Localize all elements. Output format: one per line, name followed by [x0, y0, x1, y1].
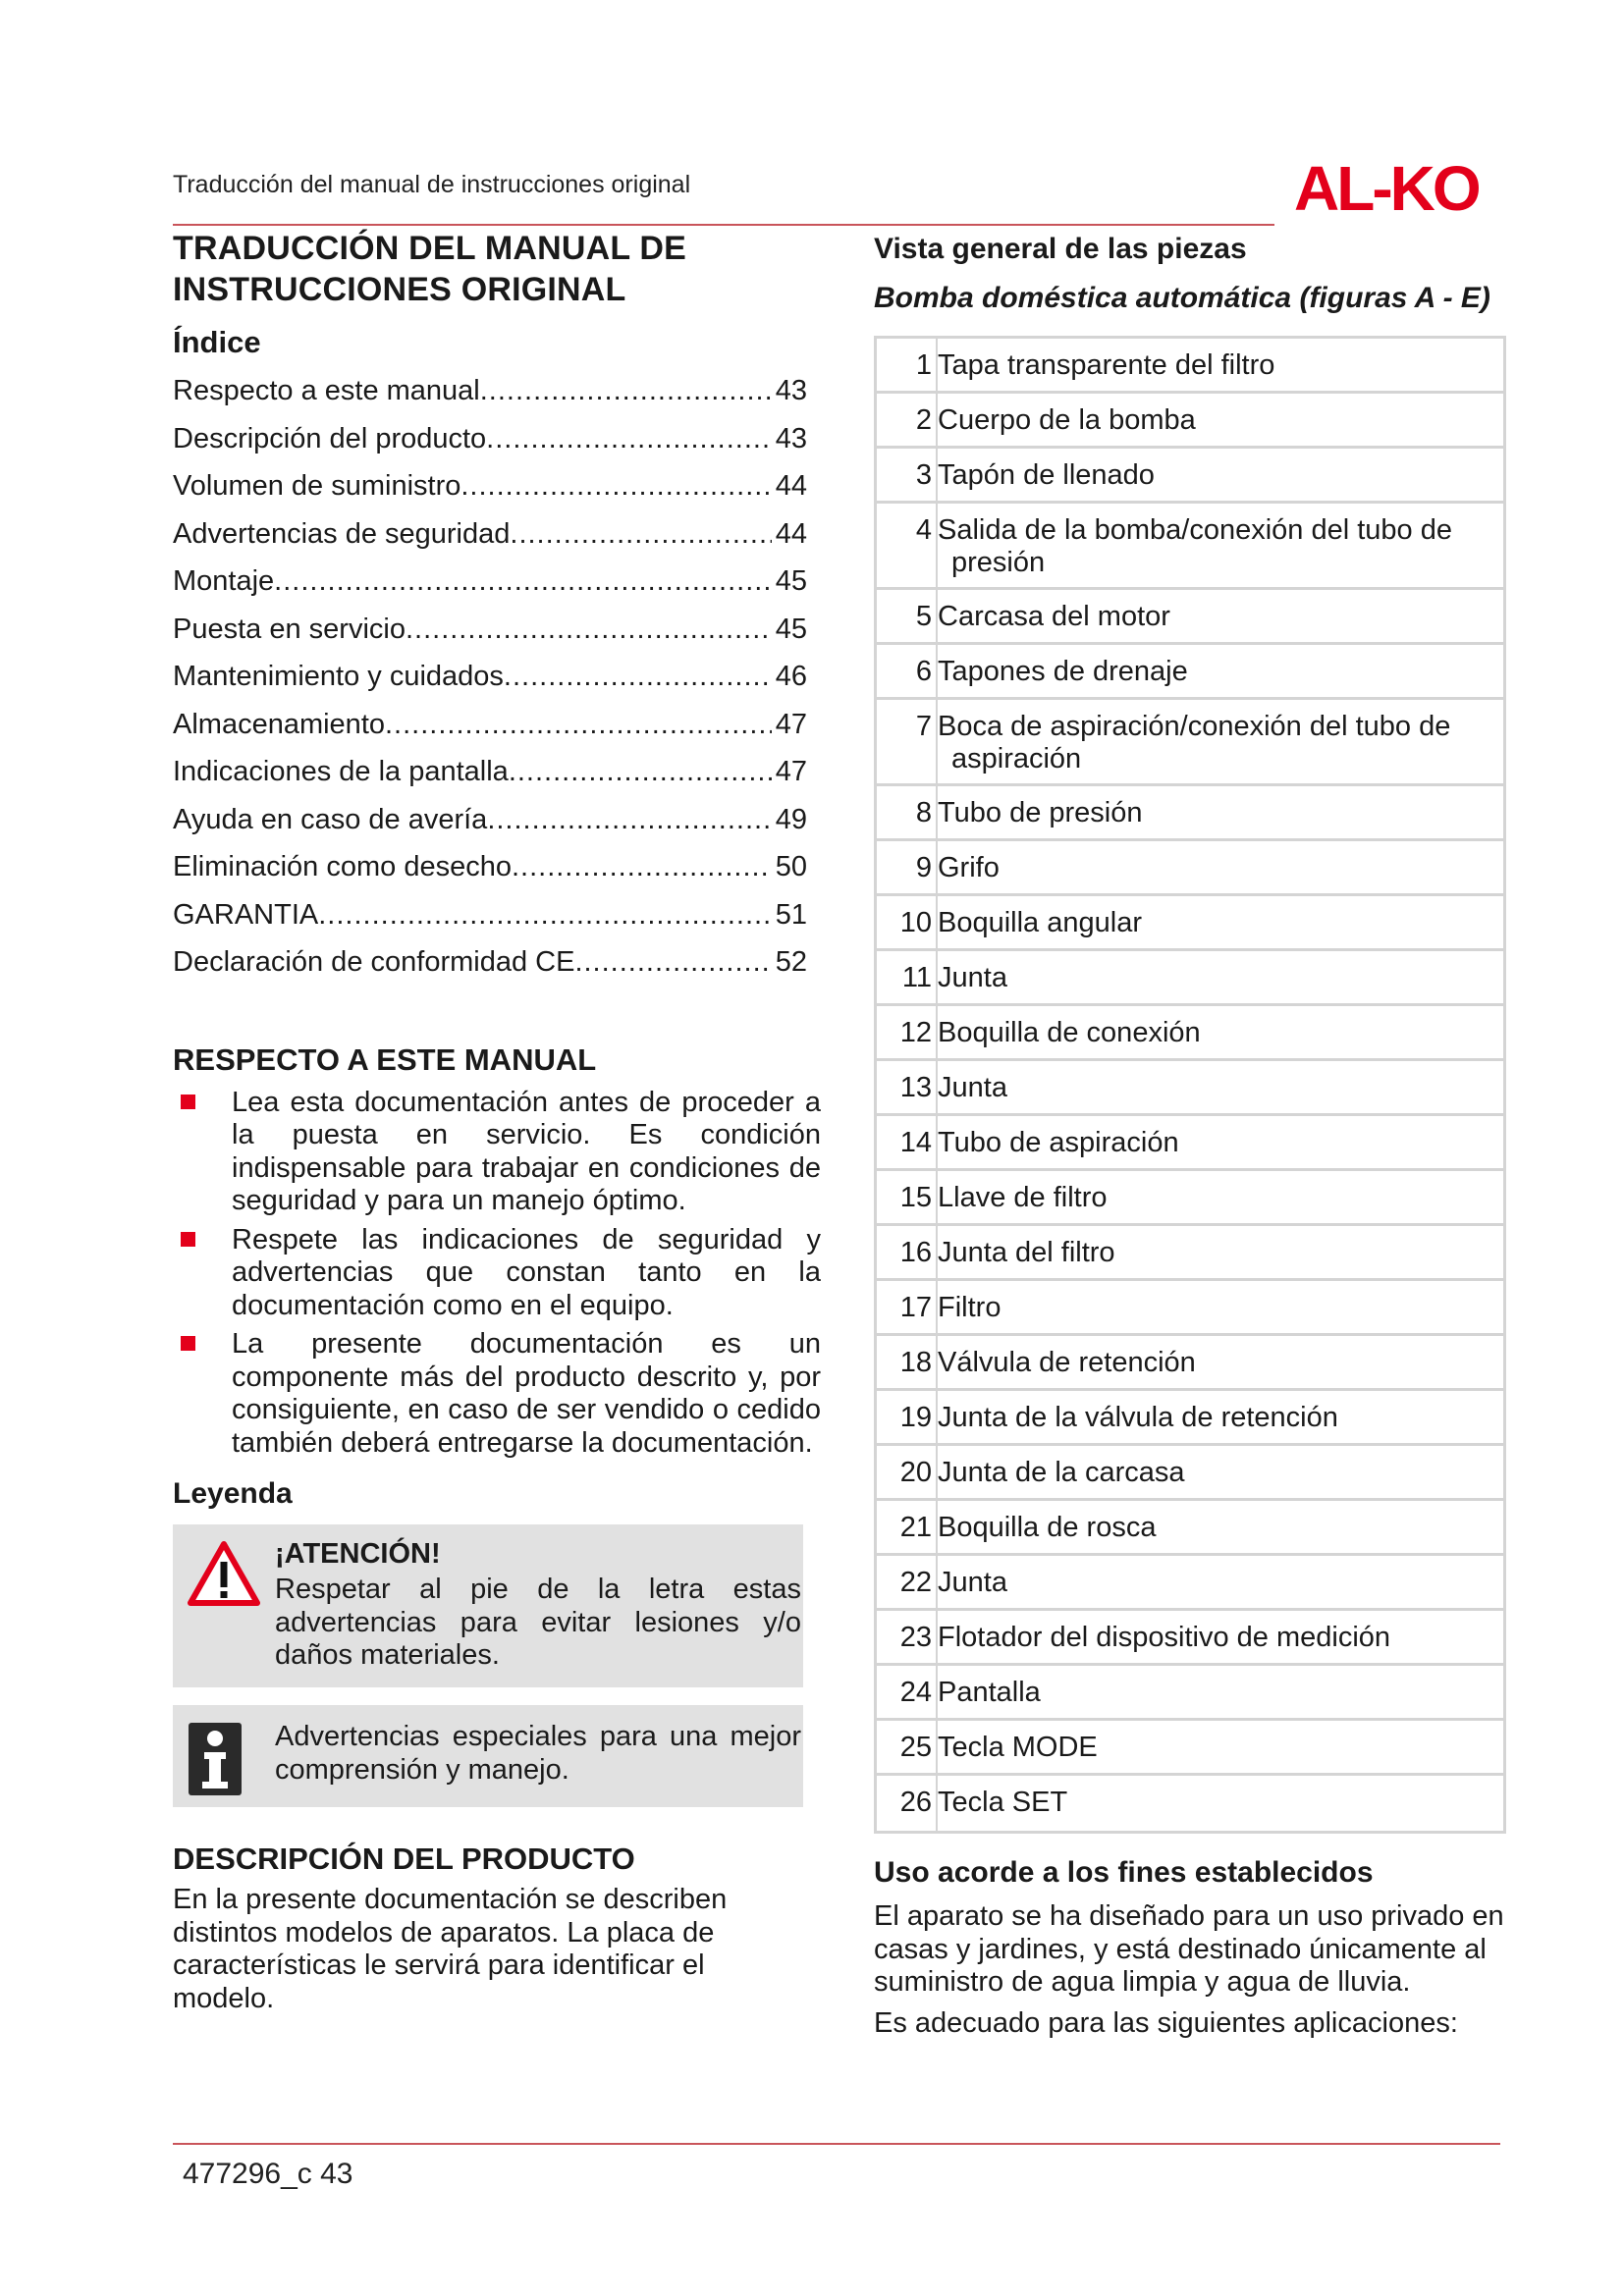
info-box [173, 1705, 803, 1807]
table-row [877, 504, 1503, 590]
toc-entry-page: 51 [775, 898, 807, 931]
table-row [877, 1061, 1503, 1116]
toc-entry[interactable] [173, 748, 807, 796]
part-number: 24 [899, 1677, 932, 1708]
toc-entry-label: Mantenimiento y cuidados [173, 661, 504, 692]
toc-entry-label: Eliminación como desecho [173, 851, 512, 882]
table-row [877, 449, 1503, 504]
attention-content [275, 1534, 801, 1673]
intended-use-title: Uso acorde a los fines establecidos [874, 1856, 1374, 1889]
part-name: Salida de la bomba/conexión del tubo de presión [936, 504, 1503, 587]
toc-entry[interactable] [173, 653, 807, 701]
list-item: Lea esta documentación antes de proceder a la puesta en servicio. Es condición indispensable para trabajar en condiciones de seguridad y para un manejo óptimo. [173, 1087, 821, 1218]
toc-entry[interactable] [173, 415, 807, 463]
part-number: 17 [899, 1292, 932, 1323]
table-row [877, 1336, 1503, 1391]
part-name: Tecla MODE [936, 1721, 1503, 1773]
toc-entry-label: Indicaciones de la pantalla [173, 756, 509, 787]
toc-leader-dots [486, 415, 772, 463]
part-number: 7 [915, 711, 932, 742]
logo-text: AL-KO [1294, 155, 1479, 216]
part-name: Pantalla [936, 1666, 1503, 1718]
header-divider [173, 224, 1274, 226]
part-name: Tapones de drenaje [936, 645, 1503, 697]
part-number: 25 [899, 1732, 932, 1763]
attention-text: Respetar al pie de la letra estas advertencias para evitar lesiones y/o daños materiales. [275, 1574, 801, 1671]
toc-entry-page: 50 [775, 851, 807, 882]
intended-use-paragraph: Es adecuado para las siguientes aplicaciones: [874, 2006, 1458, 2039]
right-column [874, 232, 1522, 2048]
table-of-contents [173, 367, 821, 987]
bullet-square-icon [181, 1336, 195, 1351]
toc-entry[interactable] [173, 558, 807, 606]
table-row [877, 1391, 1503, 1446]
part-name: Junta del filtro [936, 1226, 1503, 1278]
part-name: Grifo [936, 841, 1503, 893]
attention-heading: ¡ATENCIÓN! [275, 1538, 441, 1570]
table-row [877, 645, 1503, 700]
toc-entry-page: 45 [775, 613, 807, 645]
table-row [877, 590, 1503, 645]
part-number: 2 [915, 404, 932, 436]
list-item: Respete las indicaciones de seguridad y advertencias que constan tanto en la documentación como en el equipo. [173, 1224, 821, 1323]
part-name: Tubo de presión [936, 786, 1503, 838]
toc-entry-label: Advertencias de seguridad [173, 517, 511, 550]
table-row [877, 1116, 1503, 1171]
part-number: 26 [899, 1787, 932, 1818]
part-name: Flotador del dispositivo de medición [936, 1611, 1503, 1663]
part-name: Llave de filtro [936, 1171, 1503, 1223]
toc-entry[interactable] [173, 796, 807, 844]
part-name: Boca de aspiración/conexión del tubo de aspiración [936, 700, 1503, 783]
intended-use-text [874, 1900, 1522, 2040]
toc-entry-label: Declaración de conformidad CE [173, 946, 575, 978]
part-number: 23 [899, 1622, 932, 1653]
part-number: 16 [899, 1237, 932, 1268]
toc-entry-label: Volumen de suministro [173, 470, 461, 502]
part-name: Boquilla de conexión [936, 1006, 1503, 1058]
table-row [877, 1171, 1503, 1226]
table-row [877, 1226, 1503, 1281]
parts-table [874, 336, 1506, 1834]
table-row [877, 1501, 1503, 1556]
pump-subtitle: Bomba doméstica automática (figuras A - E) [874, 282, 1490, 314]
part-number: 22 [899, 1567, 932, 1598]
part-name: Tubo de aspiración [936, 1116, 1503, 1168]
toc-leader-dots [509, 748, 772, 796]
part-name-continued: presión [951, 547, 1046, 578]
running-header: Traducción del manual de instrucciones original [173, 171, 691, 198]
part-number: 3 [915, 459, 932, 491]
toc-entry[interactable] [173, 843, 807, 891]
part-name: Carcasa del motor [936, 590, 1503, 642]
toc-leader-dots [385, 701, 772, 749]
part-name: Junta de la válvula de retención [936, 1391, 1503, 1443]
part-number: 9 [915, 852, 932, 883]
part-name: Tapón de llenado [936, 449, 1503, 501]
toc-entry-page: 52 [775, 946, 807, 978]
toc-entry-label: Descripción del producto [173, 422, 487, 454]
toc-title: Índice [173, 325, 261, 359]
part-name-continued: aspiración [951, 743, 1082, 774]
part-name: Filtro [936, 1281, 1503, 1333]
part-number: 18 [899, 1347, 932, 1378]
bullet-square-icon [181, 1095, 195, 1109]
toc-entry[interactable] [173, 510, 807, 559]
part-number: 6 [915, 656, 932, 687]
main-title: TRADUCCIÓN DEL MANUAL DE INSTRUCCIONES ORIGINAL [173, 230, 686, 308]
table-row [877, 1721, 1503, 1776]
parts-overview-title: Vista general de las piezas [874, 233, 1247, 265]
table-row [877, 1281, 1503, 1336]
part-number: 11 [901, 962, 932, 993]
manual-bullets [173, 1087, 821, 1461]
table-row [877, 1556, 1503, 1611]
toc-leader-dots [487, 796, 771, 844]
part-number: 14 [899, 1127, 932, 1158]
part-number: 12 [899, 1017, 932, 1048]
toc-entry-label: GARANTIA [173, 898, 319, 931]
part-number: 1 [915, 349, 932, 381]
table-row [877, 951, 1503, 1006]
part-name: Boquilla de rosca [936, 1501, 1503, 1553]
footer-divider [173, 2143, 1500, 2145]
part-number: 5 [915, 601, 932, 632]
toc-entry[interactable] [173, 462, 807, 510]
toc-entry-page: 47 [775, 756, 807, 787]
part-number: 10 [899, 907, 932, 938]
toc-entry-label: Montaje [173, 565, 275, 597]
toc-entry[interactable] [173, 938, 807, 987]
table-row [877, 786, 1503, 841]
toc-entry-label: Ayuda en caso de avería [173, 803, 488, 835]
toc-leader-dots [406, 606, 772, 654]
table-row [877, 1776, 1503, 1831]
toc-leader-dots [274, 558, 772, 606]
list-item: La presente documentación es un componente más del producto descrito y, por consiguiente, en caso de ser vendido o cedido también deberá entregarse la documentación. [173, 1328, 821, 1460]
part-number: 19 [899, 1402, 932, 1433]
page-footer: 477296_c 43 [183, 2158, 353, 2190]
toc-entry-label: Puesta en servicio [173, 613, 406, 645]
toc-entry-page: 46 [775, 661, 807, 692]
toc-leader-dots [318, 891, 771, 939]
toc-entry-page: 45 [775, 565, 807, 597]
part-name: Tecla SET [936, 1776, 1503, 1831]
toc-leader-dots [512, 843, 772, 891]
toc-entry-page: 49 [775, 803, 807, 835]
part-name: Junta [936, 1061, 1503, 1113]
part-name: Boquilla angular [936, 896, 1503, 948]
table-row [877, 841, 1503, 896]
toc-leader-dots [460, 462, 771, 510]
toc-entry[interactable] [173, 891, 807, 939]
part-name: Cuerpo de la bomba [936, 394, 1503, 446]
bullet-square-icon [181, 1232, 195, 1247]
product-description-text: En la presente documentación se describen distintos modelos de aparatos. La placa de características le servirá para identificar el modelo. [173, 1884, 728, 2014]
toc-entry-page: 44 [775, 470, 807, 502]
alko-logo [1292, 155, 1502, 216]
intended-use-paragraph: El aparato se ha diseñado para un uso privado en casas y jardines, y está destinado únicamente al suministro de agua limpia y agua de lluvia. [874, 1900, 1504, 1998]
product-description-title: DESCRIPCIÓN DEL PRODUCTO [173, 1842, 635, 1876]
info-icon [189, 1723, 242, 1795]
part-name: Tapa transparente del filtro [936, 339, 1503, 391]
toc-entry-page: 44 [775, 517, 807, 550]
attention-box [173, 1524, 803, 1687]
toc-entry[interactable] [173, 367, 807, 415]
table-row [877, 1006, 1503, 1061]
warning-triangle-icon [187, 1540, 261, 1609]
part-number: 8 [915, 797, 932, 828]
part-number: 21 [899, 1512, 932, 1543]
table-row [877, 1446, 1503, 1501]
manual-section-title: RESPECTO A ESTE MANUAL [173, 1041, 597, 1077]
toc-leader-dots [480, 367, 772, 415]
table-row [877, 896, 1503, 951]
legend-title: Leyenda [173, 1477, 293, 1510]
part-number: 4 [915, 514, 932, 546]
toc-entry[interactable] [173, 606, 807, 654]
table-row [877, 339, 1503, 394]
part-number: 15 [899, 1182, 932, 1213]
part-number: 20 [899, 1457, 932, 1488]
toc-entry-page: 43 [775, 375, 807, 406]
part-name: Junta [936, 1556, 1503, 1608]
table-row [877, 1666, 1503, 1721]
info-text: Advertencias especiales para una mejor comprensión y manejo. [275, 1721, 801, 1786]
toc-leader-dots [574, 938, 771, 987]
toc-leader-dots [504, 653, 772, 701]
part-name: Junta [936, 951, 1503, 1003]
toc-entry-page: 43 [775, 422, 807, 454]
toc-entry[interactable] [173, 701, 807, 749]
part-name: Junta de la carcasa [936, 1446, 1503, 1498]
toc-entry-label: Almacenamiento [173, 708, 385, 740]
toc-leader-dots [510, 510, 771, 559]
table-row [877, 700, 1503, 786]
part-name: Válvula de retención [936, 1336, 1503, 1388]
part-number: 13 [899, 1072, 932, 1103]
toc-entry-label: Respecto a este manual [173, 375, 480, 406]
left-column [173, 228, 821, 2015]
toc-entry-page: 47 [775, 708, 807, 740]
table-row [877, 1611, 1503, 1666]
table-row [877, 394, 1503, 449]
